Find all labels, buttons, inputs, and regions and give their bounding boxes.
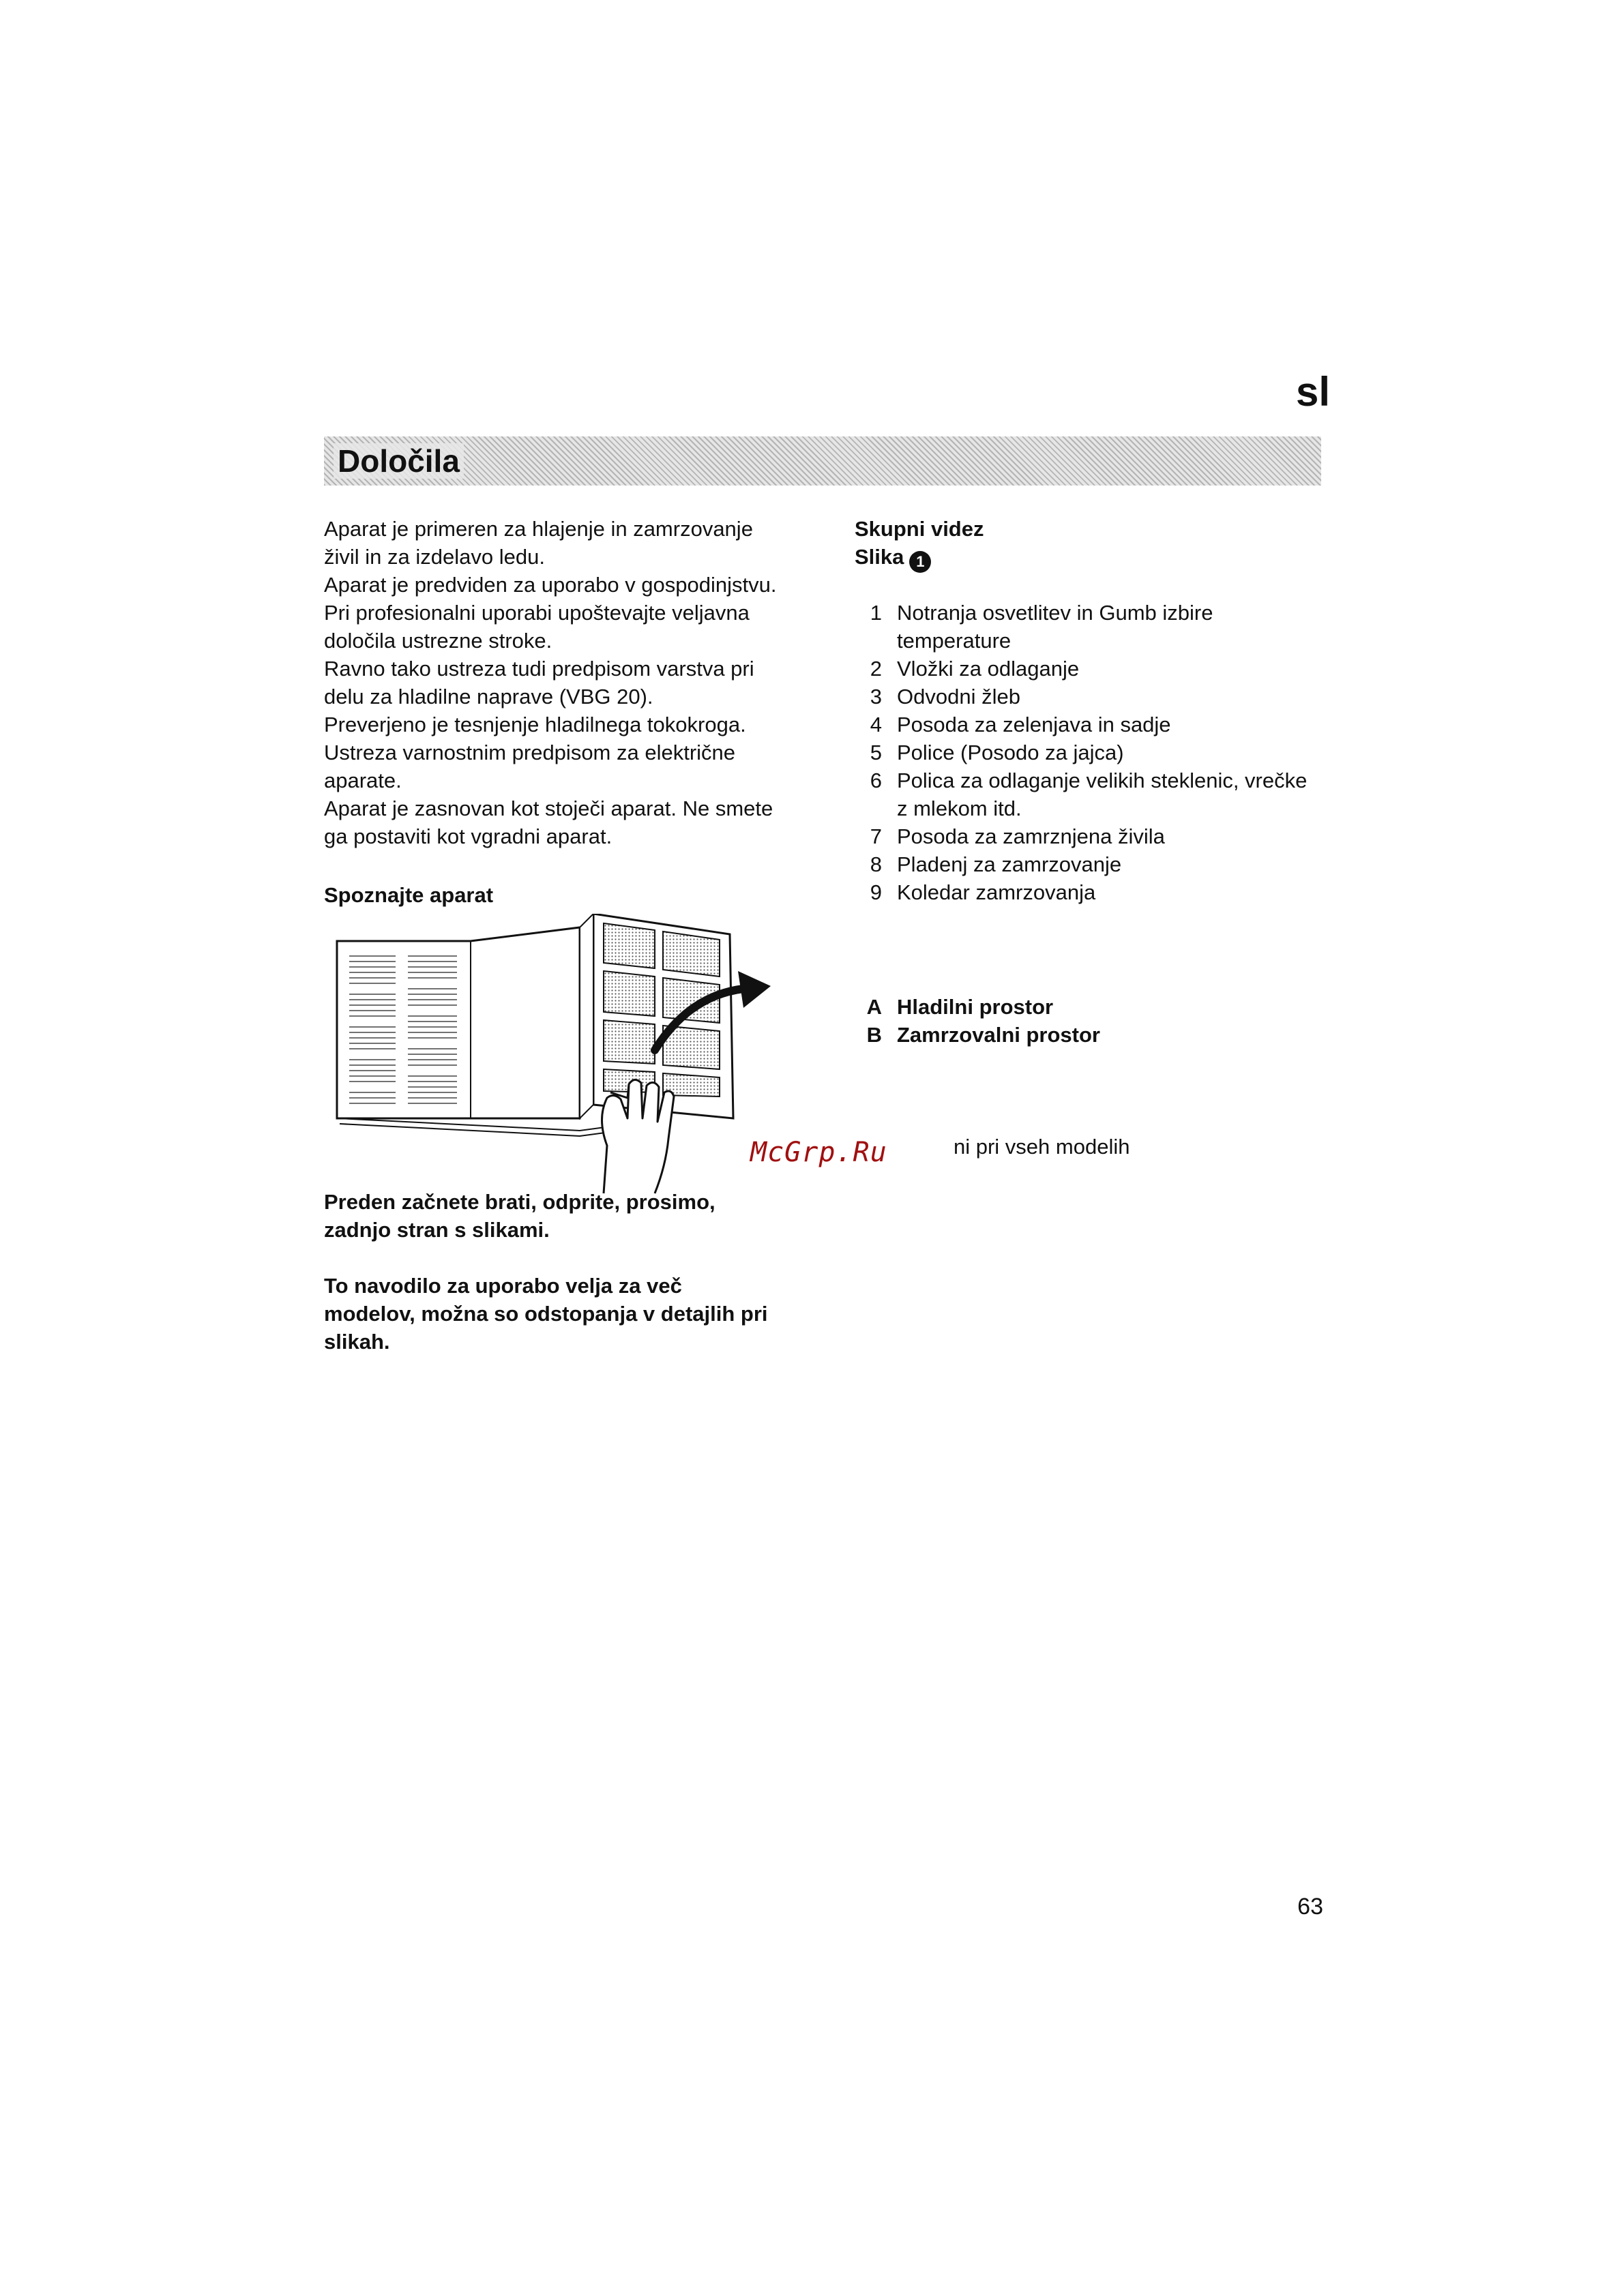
intro-line: Preverjeno je tesnjenje hladilnega tokokroga. [324,713,746,736]
section-title: Določila [334,443,464,479]
figure-number-badge: 1 [909,551,931,573]
list-item-number: 1 [870,601,882,625]
zones-list [855,993,1332,1049]
intro-line: aparate. [324,769,402,792]
models-note-line: modelov, možna so odstopanja v detajlih pri [324,1302,768,1326]
list-item [855,766,1332,822]
list-item [855,850,1332,878]
list-item-number: 6 [870,769,882,792]
list-item-text: Pladenj za zamrzovanje [897,852,1122,876]
intro-line: delu za hladilne naprave (VBG 20). [324,685,653,709]
booklet-illustration [334,914,784,1200]
list-item-number: 5 [870,741,882,764]
overview-heading: Skupni videz [855,517,984,541]
list-item [855,878,1332,906]
models-footnote: ni pri vseh modelih [954,1135,1130,1159]
list-item-number: 9 [870,880,882,904]
zone-label: Zamrzovalni prostor [897,1023,1100,1047]
list-item [855,711,1332,739]
list-item-line: z mlekom itd. [897,796,1022,820]
list-item [855,739,1332,766]
list-item-text: Koledar zamrzovanja [897,880,1096,904]
list-item-text [882,766,1307,822]
list-item-text [882,599,1213,655]
list-item-number: 3 [870,685,882,709]
intro-line: Aparat je zasnovan kot stoječi aparat. Ne smete [324,796,773,820]
intro-line: Aparat je primeren za hlajenje in zamrzovanje [324,517,753,541]
intro-line: ga postaviti kot vgradni aparat. [324,824,612,848]
zone-item [855,993,1332,1021]
list-item [855,822,1332,850]
zone-label: Hladilni prostor [897,995,1054,1019]
zone-item [855,1021,1332,1049]
intro-line: živil in za izdelavo ledu. [324,545,545,569]
parts-list [855,599,1332,906]
zone-letter: B [866,1023,882,1047]
intro-line: določila ustrezne stroke. [324,629,552,653]
list-item-text: Police (Posodo za jajca) [897,741,1124,764]
figure-label: Slika [855,545,904,569]
list-item-number: 4 [870,713,882,736]
intro-text [324,515,808,850]
models-note-line: slikah. [324,1330,390,1354]
list-item-text: Posoda za zamrznjena živila [897,824,1165,848]
list-item-line: temperature [897,629,1012,653]
intro-line: Ravno tako ustreza tudi predpisom varstva pri [324,657,754,681]
list-item [855,683,1332,711]
figure-reference [855,543,1332,573]
list-item-line: Polica za odlaganje velikih steklenic, vrečke [897,769,1308,792]
page-number: 63 [1297,1894,1323,1920]
list-item-number: 8 [870,852,882,876]
language-code: sl [1295,369,1330,415]
list-item [855,655,1332,683]
intro-line: Pri profesionalni uporabi upoštevajte veljavna [324,601,750,625]
section-banner [324,436,1321,486]
models-note-line: To navodilo za uporabo velja za več [324,1274,682,1298]
list-item-text: Odvodni žleb [897,685,1020,709]
list-item-text: Vložki za odlaganje [897,657,1080,681]
intro-line: Ustreza varnostnim predpisom za električne [324,741,736,764]
models-note [324,1272,815,1356]
intro-line: Aparat je predviden za uporabo v gospodinjstvu. [324,573,777,597]
list-item-text: Posoda za zelenjava in sadje [897,713,1171,736]
list-item-line: Notranja osvetlitev in Gumb izbire [897,601,1213,625]
zone-letter: A [866,995,882,1019]
overview-header [855,515,1332,573]
list-item-number: 7 [870,824,882,848]
before-reading-line: Preden začnete brati, odprite, prosimo, [324,1190,715,1214]
watermark-logo: McGrp.Ru [750,1137,887,1168]
list-item-number: 2 [870,657,882,681]
before-reading-line: zadnjo stran s slikami. [324,1218,550,1242]
list-item [855,599,1332,655]
before-reading-note [324,1188,815,1244]
spoznajte-heading: Spoznajte aparat [324,883,494,907]
